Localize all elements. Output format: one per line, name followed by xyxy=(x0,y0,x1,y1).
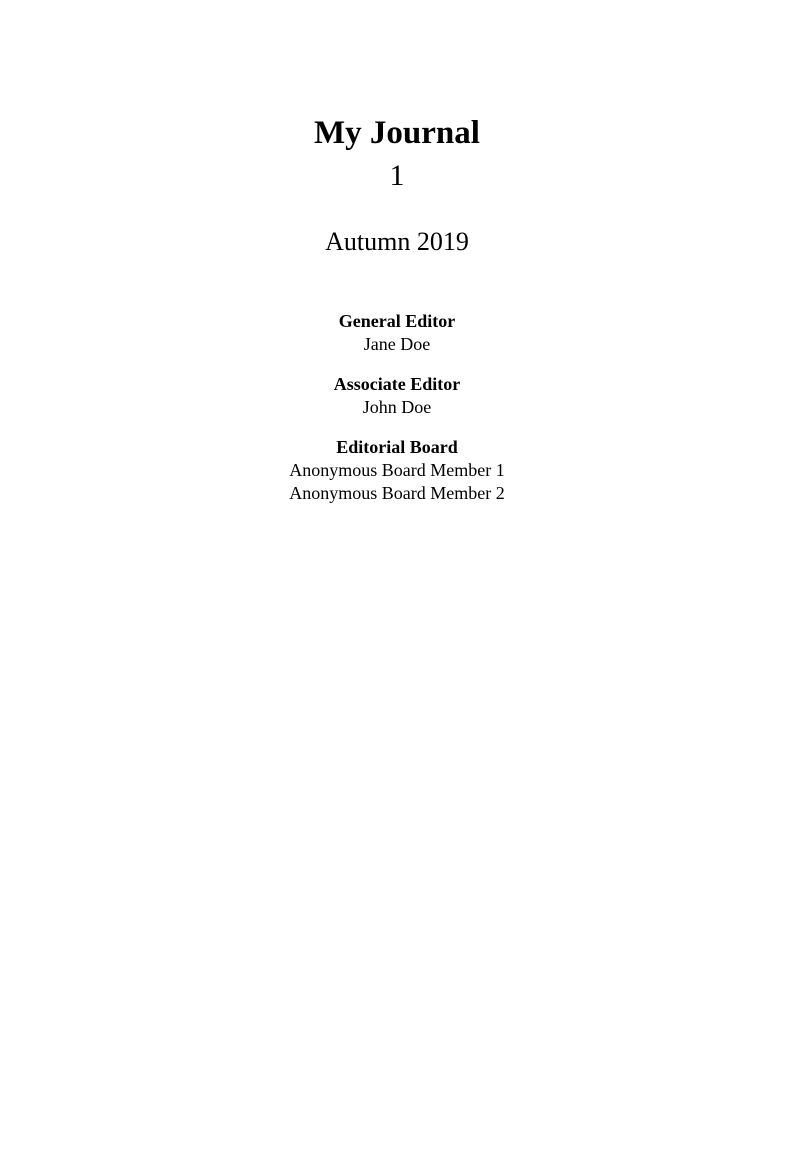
board-member-name: Anonymous Board Member 2 xyxy=(289,483,505,503)
editorial-board-block xyxy=(0,436,794,505)
general-editor-block xyxy=(0,310,794,356)
editorial-board-heading: Editorial Board xyxy=(336,437,458,457)
journal-title: My Journal xyxy=(314,115,480,151)
general-editor-heading: General Editor xyxy=(338,311,456,331)
journal-issue-number: 1 xyxy=(389,159,405,192)
board-member-name: Anonymous Board Member 1 xyxy=(289,460,505,480)
journal-season: Autumn 2019 xyxy=(325,227,469,256)
associate-editor-block xyxy=(0,373,794,419)
associate-editor-heading: Associate Editor xyxy=(333,374,461,394)
associate-editor-name: John Doe xyxy=(362,397,432,417)
general-editor-name: Jane Doe xyxy=(363,334,431,354)
